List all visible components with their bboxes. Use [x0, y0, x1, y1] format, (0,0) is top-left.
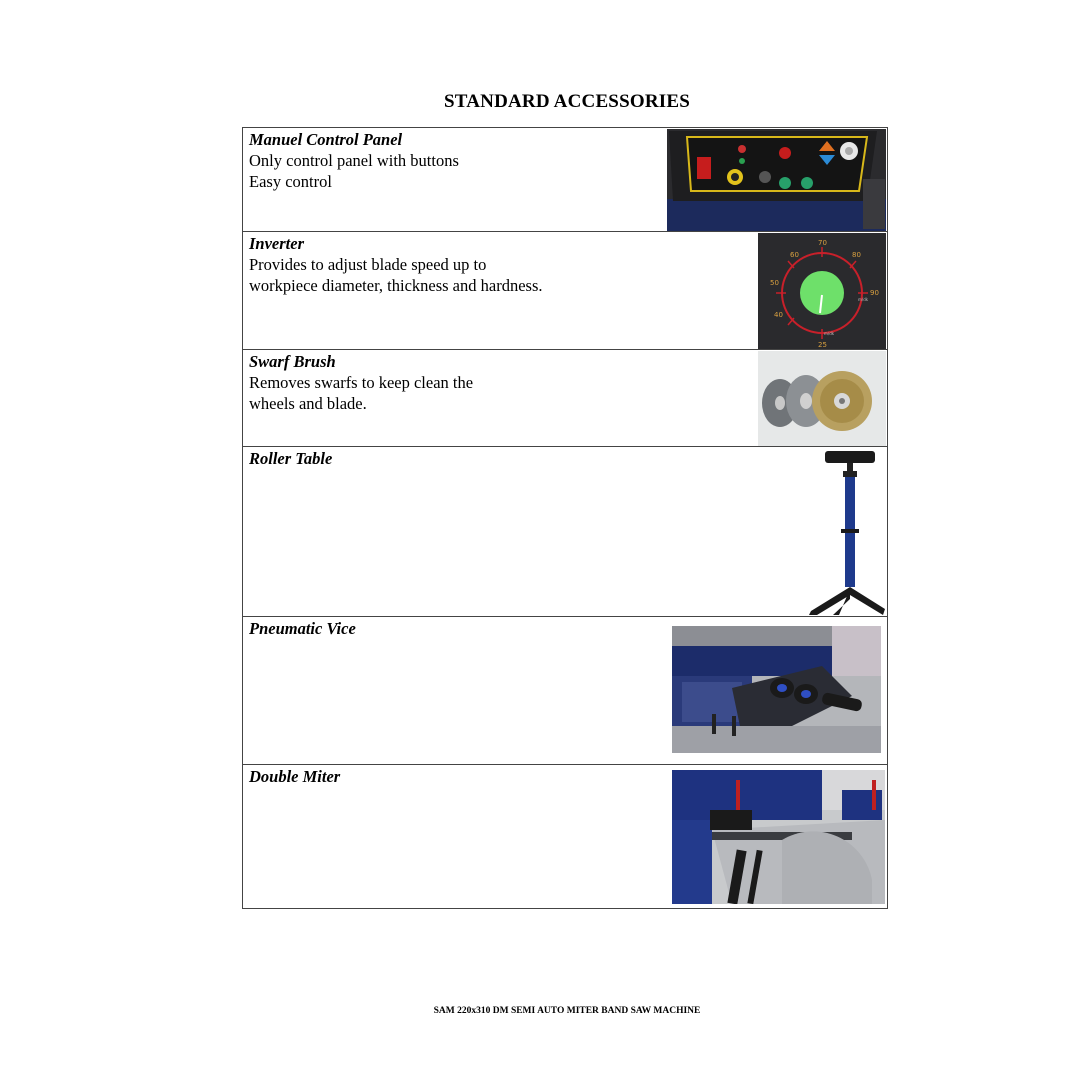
- dial-label: 90: [870, 289, 879, 297]
- accessory-row-inverter: [243, 232, 887, 350]
- accessory-title: Pneumatic Vice: [249, 619, 356, 638]
- accessory-title: Inverter: [249, 234, 304, 253]
- roller-table-photo: [803, 449, 887, 617]
- swarf-brush-photo: [758, 351, 886, 446]
- dial-label: 70: [818, 239, 827, 247]
- inverter-dial-photo: [758, 233, 886, 349]
- double-miter-photo: [672, 770, 885, 904]
- accessory-description-line: Easy control: [249, 172, 332, 191]
- accessory-description-line: Only control panel with buttons: [249, 151, 459, 170]
- dial-unit: m/dk: [824, 331, 835, 336]
- accessory-title: Double Miter: [249, 767, 341, 786]
- dial-label: 25: [818, 341, 827, 349]
- accessories-table: [242, 127, 888, 909]
- accessory-description-line: Removes swarfs to keep clean the: [249, 373, 474, 392]
- page-footer: SAM 220x310 DM SEMI AUTO MITER BAND SAW MACHINE: [433, 1006, 701, 1016]
- page-title: STANDARD ACCESSORIES: [444, 91, 690, 112]
- accessory-description-line: workpiece diameter, thickness and hardness.: [249, 276, 543, 295]
- control-panel-photo: [667, 129, 886, 231]
- accessory-description-line: wheels and blade.: [249, 394, 367, 413]
- dial-label: 80: [852, 251, 861, 259]
- accessory-row-pneumatic-vice: [243, 617, 887, 765]
- accessory-row-control-panel: [243, 128, 887, 232]
- accessory-row-swarf-brush: [243, 350, 887, 447]
- dial-unit: m/dk: [858, 297, 869, 302]
- accessory-row-roller-table: [243, 447, 887, 617]
- accessory-title: Roller Table: [249, 449, 333, 468]
- accessory-description-line: Provides to adjust blade speed up to: [249, 255, 487, 274]
- dial-label: 60: [790, 251, 799, 259]
- pneumatic-vice-photo: [672, 626, 881, 753]
- accessory-row-double-miter: [243, 765, 887, 908]
- accessory-title: Swarf Brush: [249, 352, 336, 371]
- accessory-title: Manuel Control Panel: [249, 130, 403, 149]
- dial-label: 40: [774, 311, 783, 319]
- dial-label: 50: [770, 279, 779, 287]
